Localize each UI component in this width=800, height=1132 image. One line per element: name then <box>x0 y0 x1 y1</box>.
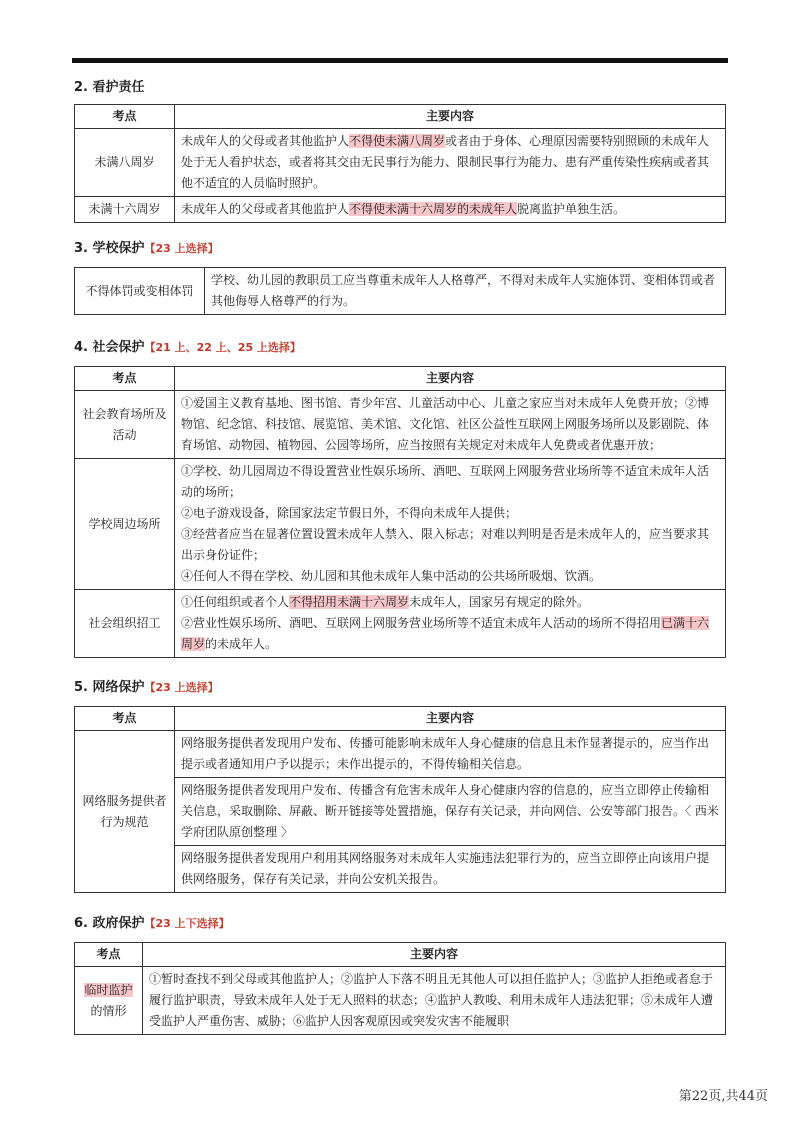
table-row <box>75 731 726 778</box>
row-content: ①暂时查找不到父母或其他监护人；②监护人下落不明且无其他人可以担任监护人；③监护人拒绝或者怠于履行监护职责，导致未成年人处于无人照料的状态；④监护人教唆、利用未成年人违法犯罪；⑤未成年人遭受监护人严重伤害、威胁；⑥监护人因客观原因或突发灾害不能履职 <box>143 967 726 1035</box>
header-content: 主要内容 <box>175 707 726 731</box>
table-row <box>75 391 726 459</box>
row-key: 未满十六周岁 <box>75 197 175 223</box>
exam-tag: 【23 上选择】 <box>144 242 219 255</box>
header-key: 考点 <box>75 943 143 967</box>
row-content: 学校、幼儿园的教职员工应当尊重未成年人人格尊严，不得对未成年人实施体罚、变相体罚或者其他侮辱人格尊严的行为。 <box>205 268 726 315</box>
row-key: 临时监护的情形 <box>75 967 143 1035</box>
header-content: 主要内容 <box>175 367 726 391</box>
row-key: 未满八周岁 <box>75 129 175 197</box>
row-content: ①爱国主义教育基地、图书馆、青少年宫、儿童活动中心、儿童之家应当对未成年人免费开放；②博物馆、纪念馆、科技馆、展览馆、美术馆、文化馆、社区公益性互联网上网服务场所以及影剧院、体育场馆、动物园、植物园、公园等场所，应当按照有关规定对未成年人免费或者优惠开放； <box>175 391 726 459</box>
table-row <box>75 590 726 658</box>
row-key: 不得体罚或变相体罚 <box>75 268 205 315</box>
exam-tag: 【23 上下选择】 <box>144 917 230 930</box>
header-key: 考点 <box>75 707 175 731</box>
header-content: 主要内容 <box>175 105 726 129</box>
exam-tag: 【21 上、22 上、25 上选择】 <box>144 341 301 354</box>
table-header-row <box>75 105 726 129</box>
top-rule <box>72 58 728 63</box>
table-header-row <box>75 707 726 731</box>
table-row <box>75 197 726 223</box>
highlight: 不得使未满八周岁 <box>349 134 446 148</box>
row-content: 网络服务提供者发现用户发布、传播可能影响未成年人身心健康的信息且未作显著提示的，应当作出提示或者通知用户予以提示；未作出提示的，不得传输相关信息。 <box>175 731 726 778</box>
row-content: 未成年人的父母或者其他监护人不得使未满十六周岁的未成年人脱离监护单独生活。 <box>175 197 726 223</box>
row-key: 社会教育场所及活动 <box>75 391 175 459</box>
section-title-network: 5. 网络保护【23 上选择】 <box>74 680 219 695</box>
section-title-government: 6. 政府保护【23 上下选择】 <box>74 916 230 931</box>
table-row <box>75 967 726 1035</box>
header-key: 考点 <box>75 367 175 391</box>
table-school <box>74 267 726 315</box>
exam-tag: 【23 上选择】 <box>144 681 219 694</box>
row-content: 网络服务提供者发现用户利用其网络服务对未成年人实施违法犯罪行为的，应当立即停止向该用户提供网络服务，保存有关记录，并向公安机关报告。 <box>175 846 726 893</box>
highlight: 不得使未满十六周岁的未成年人 <box>349 202 518 216</box>
row-content: 网络服务提供者发现用户发布、传播含有危害未成年人身心健康内容的信息的，应当立即停止传输相关信息，采取删除、屏蔽、断开链接等处置措施，保存有关记录，并向网信、公安等部门报告。〈 西米学府团队原创整理 〉 <box>175 778 726 846</box>
row-content: 未成年人的父母或者其他监护人不得使未满八周岁或者由于身体、心理原因需要特别照顾的未成年人处于无人看护状态，或者将其交由无民事行为能力、限制民事行为能力、患有严重传染性疾病或者其他不适宜的人员临时照护。 <box>175 129 726 197</box>
section-title-guardianship: 2. 看护责任 <box>74 80 145 95</box>
table-row <box>75 459 726 590</box>
highlight: 已满十六周岁 <box>181 616 710 651</box>
row-content: ①学校、幼儿园周边不得设置营业性娱乐场所、酒吧、互联网上网服务营业场所等不适宜未成年人活动的场所； ②电子游戏设备，除国家法定节假日外，不得向未成年人提供； ③经营者应当在显著位置设置未成年人禁入、限入标志；对难以判明是否是未成年人的，应当要求其出示身份证件； ④任何人不得在学校、幼儿园和其他未成年人集中活动的公共场所吸烟、饮酒。 <box>175 459 726 590</box>
header-content: 主要内容 <box>143 943 726 967</box>
row-content: ①任何组织或者个人不得招用未满十六周岁未成年人，国家另有规定的除外。 ②营业性娱乐场所、酒吧、互联网上网服务营业场所等不适宜未成年人活动的场所不得招用已满十六周岁的未成年人。 <box>175 590 726 658</box>
header-key: 考点 <box>75 105 175 129</box>
table-header-row <box>75 367 726 391</box>
table-row <box>75 129 726 197</box>
table-guardianship <box>74 104 726 223</box>
table-network <box>74 706 726 893</box>
section-title-school: 3. 学校保护【23 上选择】 <box>74 241 219 256</box>
row-key: 学校周边场所 <box>75 459 175 590</box>
table-header-row <box>75 943 726 967</box>
section-title-society: 4. 社会保护【21 上、22 上、25 上选择】 <box>74 340 301 355</box>
row-key: 社会组织招工 <box>75 590 175 658</box>
table-row <box>75 268 726 315</box>
highlight: 临时监护 <box>84 982 133 997</box>
page-number: 第22页,共44页 <box>678 1089 768 1104</box>
table-society <box>74 366 726 658</box>
table-government <box>74 942 726 1035</box>
highlight: 不得招用未满十六周岁 <box>289 595 410 609</box>
row-key: 网络服务提供者行为规范 <box>75 731 175 893</box>
